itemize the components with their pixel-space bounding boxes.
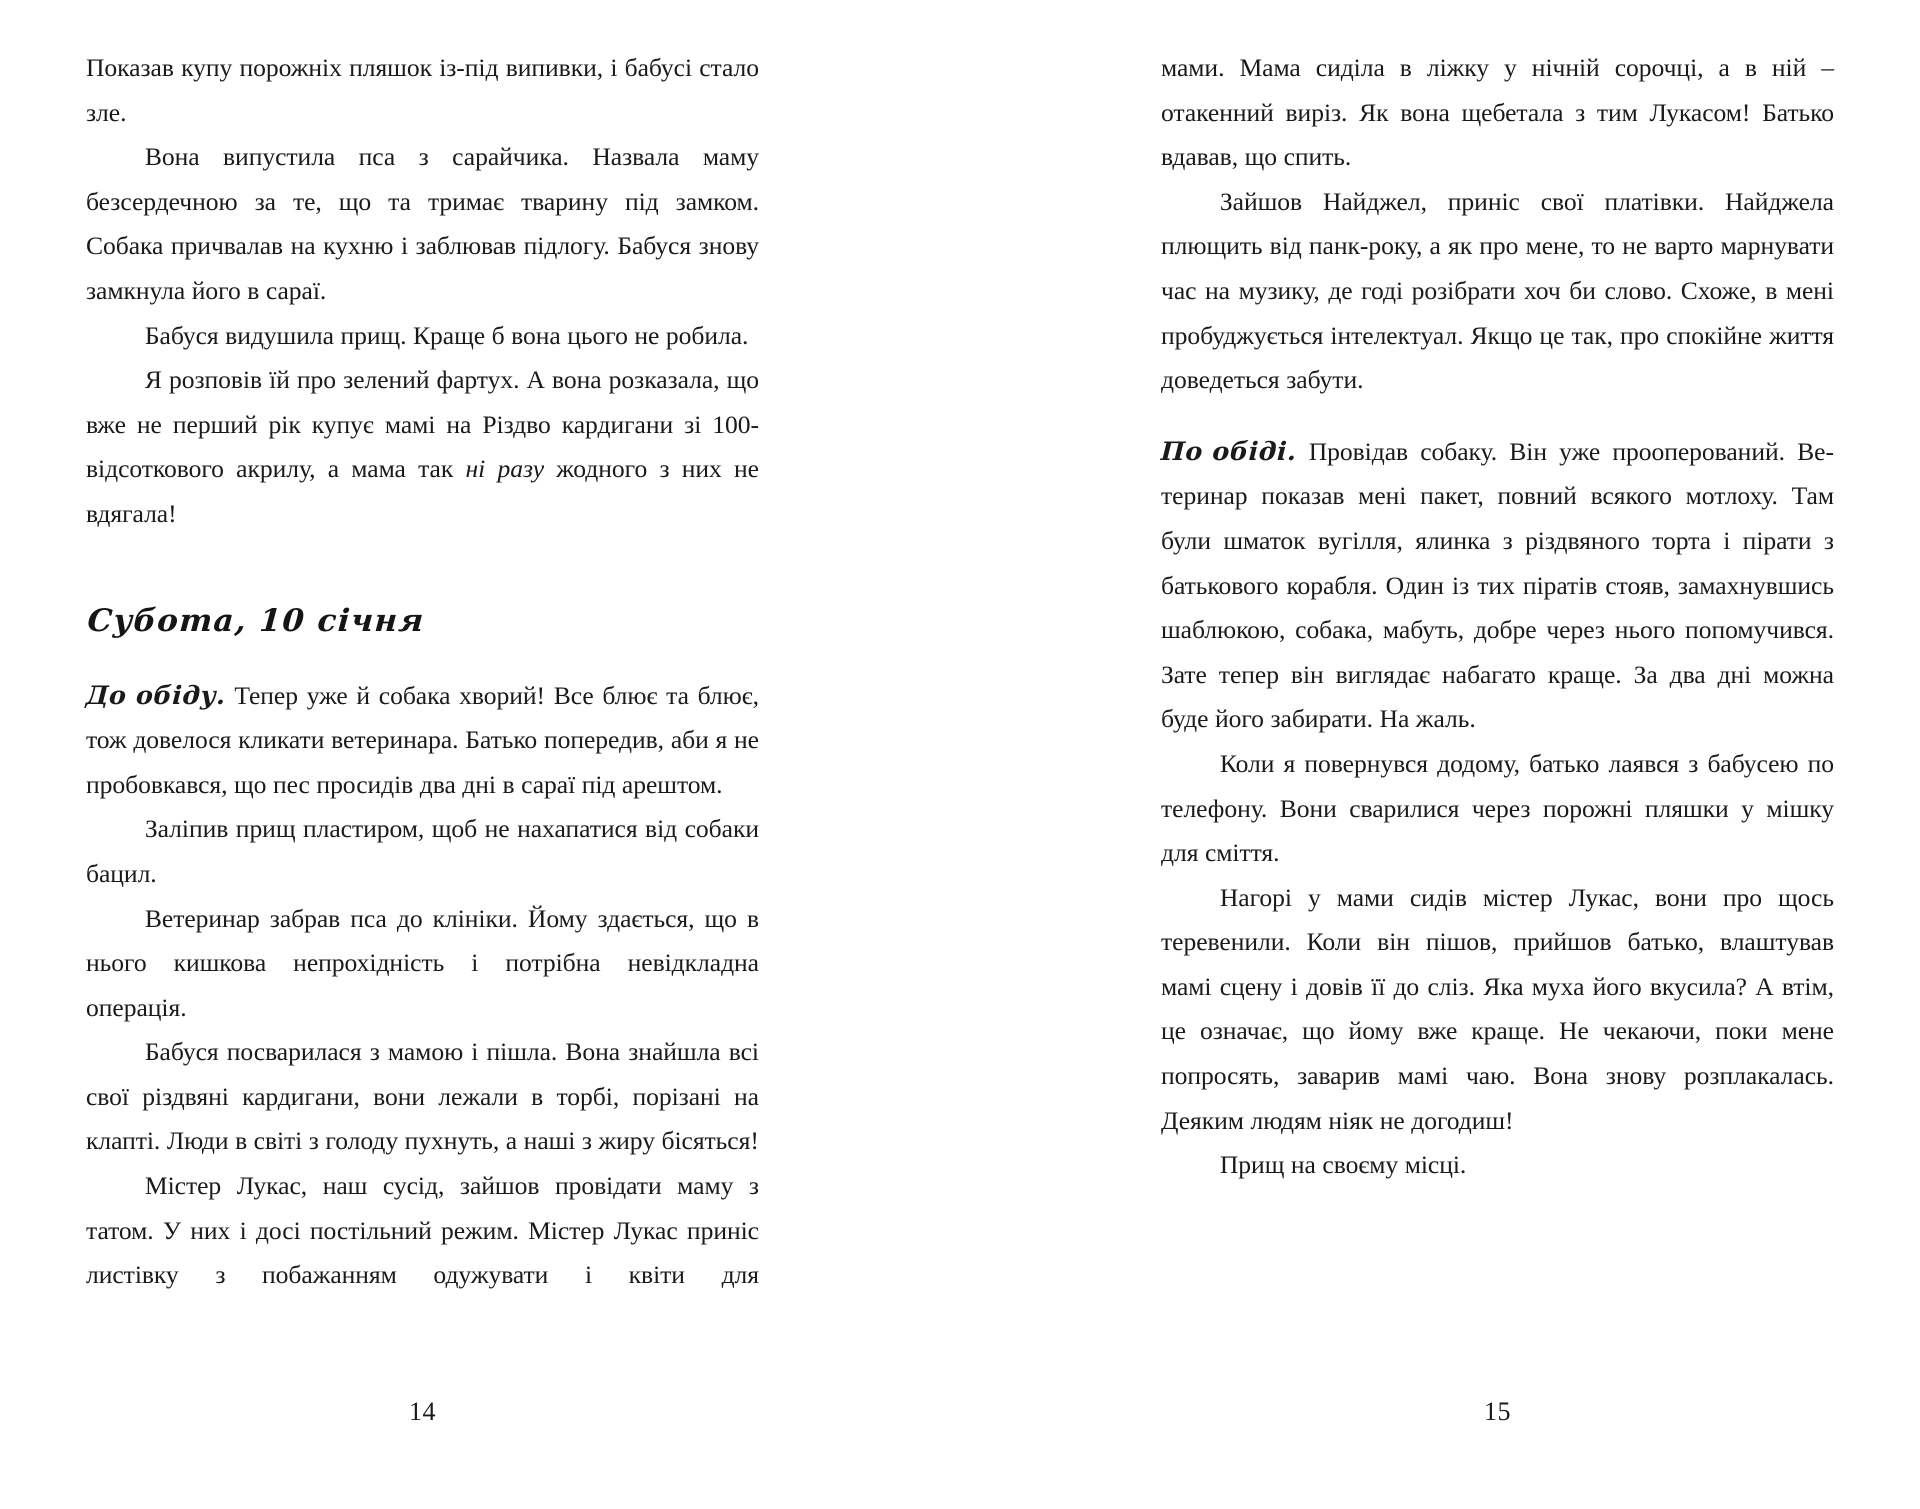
page-left — [0, 0, 845, 1509]
paragraph: Бабуся видушила прищ. Краще б вона цього не робила. — [144, 320, 749, 350]
emphasis-text: ні разу — [465, 454, 545, 484]
section-spacer — [1161, 403, 1834, 429]
paragraph: Коли я повернувся додому, батько лаявся з бабусею по телефону. Вони сварилися через порожні пляшки у мішку для сміття. — [1161, 748, 1834, 868]
left-page-textblock — [86, 46, 759, 1342]
heading-spacer-bottom — [86, 643, 759, 673]
paragraph: Заліпив прищ пластиром, щоб не нахапатися від собаки бацил. — [86, 814, 759, 888]
paragraph-text-before-italic: Я розповів їй про зелений фартух. А вона розказала, що вже не перший рік купує мамі на Різдво кардигани зі 100-відсоткового акрилу, а мама так — [86, 365, 759, 484]
paragraph: Показав купу порожніх пляшок із-під випивки, і бабусі стало зле. — [86, 53, 759, 127]
paragraph: Нагорі у мами сидів містер Лукас, вони про щось теревенили. Коли він пішов, прийшов батько, влаштував мамі сцену і довів її до сліз. Яка муха його вкусила? А втім, це означає, що йому вже краще. Не чекаючи, поки мене попросять, заварив мамі чаю. Вона знову розплакалась. Деяким людям ніяк не догодиш! — [1161, 882, 1834, 1135]
time-of-day-label: По обіді. — [1160, 435, 1298, 466]
paragraph-text-after-italic: жодного з них не вдягала! — [86, 454, 759, 528]
paragraph-text: Провідав собаку. Він уже прооперований. Ветеринар показав мені пакет, повний всякого мотлоху. Там були шматок вугілля, ялинка з різдвяного торта і пірати з батькового корабля. Один із тих піратів стояв, замахнувшись шаблюкою, собака, мабуть, добре через нього попомучився. Зате тепер він виглядає набагато краще. За два дні можна буде його забирати. На жаль. — [1161, 436, 1834, 734]
paragraph: Містер Лукас, наш сусід, зайшов провідати маму з татом. У них і досі постільний режим. Містер Лукас приніс листівку з побажанням одужувати і квіти для — [86, 1171, 759, 1290]
date-heading: Субота, 10 січня — [86, 602, 426, 639]
page-number-right: 15 — [1484, 1397, 1511, 1426]
paragraph: мами. Мама сиділа в ліжку у нічній сорочці, а в ній – отакенний виріз. Як вона щебетала з тим Лукасом! Батько вдавав, що спить. — [1161, 53, 1834, 172]
time-of-day-label: До обіду. — [85, 679, 227, 710]
paragraph: Вона випустила пса з сарайчика. Назвала маму безсердечною за те, що та тримає тварину під замком. Собака причвалав на кухню і заблював підлогу. Бабуся знову замкнула його в сараї. — [86, 142, 759, 305]
paragraph-runin — [86, 673, 759, 808]
paragraph: Прищ на своєму місці. — [1219, 1150, 1467, 1180]
paragraph-text: Тепер уже й собака хворий! Все блює та блює, тож довелося кликати ветеринара. Батько попередив, аби я не пробовкався, що пес просидів два дні в сараї під арештом. — [86, 680, 759, 799]
heading-spacer-top — [86, 537, 759, 599]
paragraph: Ветеринар забрав пса до клініки. Йому здається, що в нього кишкова непрохідність і потрібна невідкладна операція. — [86, 903, 759, 1022]
page-number-left: 14 — [409, 1397, 436, 1426]
paragraph-with-italic — [86, 358, 759, 536]
paragraph: Бабуся посварилася з мамою і пішла. Вона знайшла всі свої різдвяні кардигани, вони лежали в торбі, порізані на клапті. Люди в світі з голоду пухнуть, а наші з жиру бісяться! — [86, 1037, 759, 1156]
paragraph-runin — [1161, 429, 1834, 742]
paragraph: Зайшов Найджел, приніс свої платівки. Найджела плющить від панк-року, а як про мене, то не варто марнувати час на музику, де годі розібрати хоч би слово. Схоже, в мені пробуджується інтелектуал. Якщо це так, про спокійне життя доведеться забути. — [1161, 186, 1834, 395]
page-right — [1075, 0, 1920, 1509]
right-page-textblock — [1161, 46, 1834, 1188]
